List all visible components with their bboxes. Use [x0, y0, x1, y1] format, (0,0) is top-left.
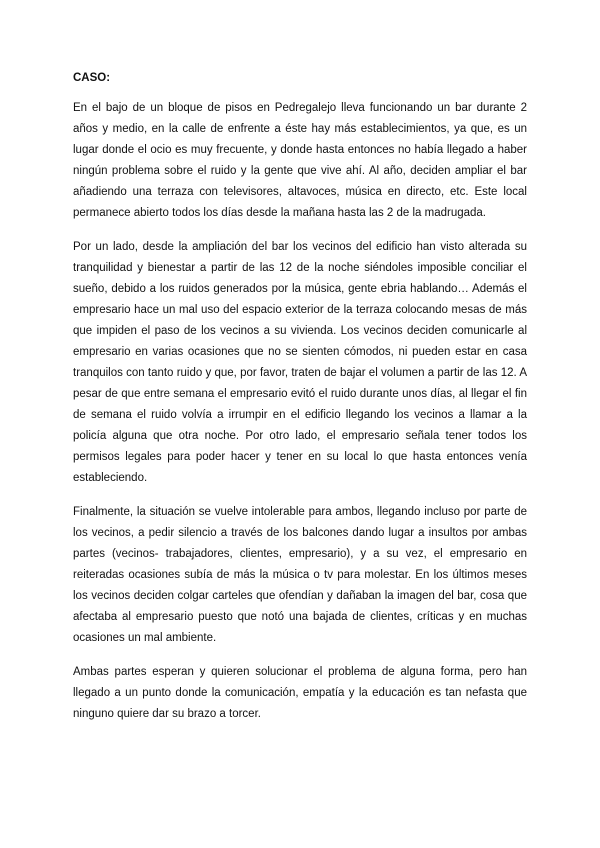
paragraph-escalation: Finalmente, la situación se vuelve intolerable para ambos, llegando incluso por parte de los vecinos, a pedir silencio a través de los balcones dando lugar a insultos por ambas partes (vecinos- trabajadores, clientes, empresario), y a su vez, el empresario en reiteradas ocasiones subía de más la música o tv para molestar. En los últimos meses los vecinos deciden colgar carteles que ofendían y dañaban la imagen del bar, cosa que afectaba al empresario puesto que notó una bajada de clientes, críticas y en muchas ocasiones un mal ambiente. [73, 506, 527, 644]
paragraph-neighbors-complaints: Por un lado, desde la ampliación del bar los vecinos del edificio han visto alterada su tranquilidad y bienestar a partir de las 12 de la noche siéndoles imposible conciliar el sueño, debido a los ruidos generados por la música, gente ebria hablando… Además el empresario hace un mal uso del espacio exterior de la terraza colocando mesas de más que impiden el paso de los vecinos a su vivienda. Los vecinos deciden comunicarle al empresario en varias ocasiones que no se sienten cómodos, ni pueden estar en casa tranquilos con tanto ruido y que, por favor, traten de bajar el volumen a partir de las 12. A pesar de que entre semana el empresario evitó el ruido durante unos días, al llegar el fin de semana el ruido volvía a irrumpir en el edificio llegando los vecinos a llamar a la policía alguna que otra noche. Por otro lado, el empresario señala tener todos los permisos legales para poder hacer y tener en su local lo que hasta entonces venía estableciendo. [73, 241, 527, 484]
paragraph-intro: En el bajo de un bloque de pisos en Pedregalejo lleva funcionando un bar durante 2 años y medio, en la calle de enfrente a éste hay más establecimientos, ya que, es un lugar donde el ocio es muy frecuente, y donde hasta entonces no había llegado a haber ningún problema sobre el ruido y la gente que vive ahí. Al año, deciden ampliar el bar añadiendo una terraza con televisores, altavoces, música en directo, etc. Este local permanece abierto todos los días desde la mañana hasta las 2 de la madrugada. [73, 102, 527, 219]
case-heading: CASO: [73, 72, 111, 84]
document-body [73, 69, 527, 738]
paragraph-conclusion: Ambas partes esperan y quieren solucionar el problema de alguna forma, pero han llegado a un punto donde la comunicación, empatía y la educación es tan nefasta que ninguno quiere dar su brazo a torcer. [73, 666, 527, 720]
